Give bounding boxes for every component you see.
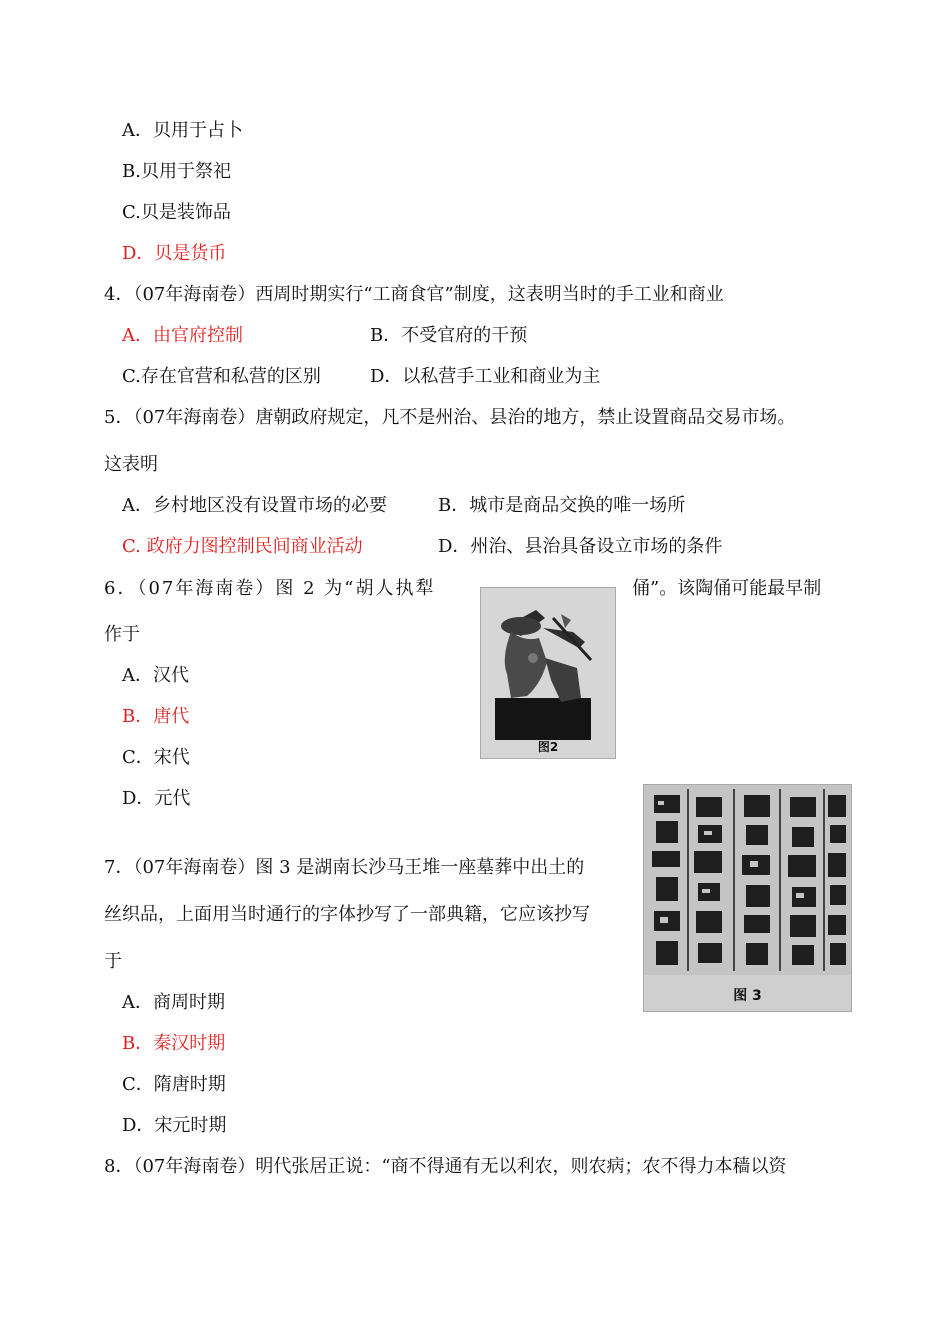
q4-option-a-answer: A．由官府控制: [122, 325, 243, 346]
q6-stem-continued: 俑”。该陶俑可能最早制: [632, 578, 822, 599]
q6-stem-line2: 作于: [104, 624, 140, 645]
figure-2-caption: 图2: [537, 740, 559, 754]
q6-option-a: A．汉代: [122, 665, 189, 686]
q4-option-c: C.存在官营和私营的区别: [122, 366, 321, 387]
q6-option-d: D．元代: [122, 788, 191, 809]
q7-option-d: D．宋元时期: [122, 1115, 227, 1136]
q8-stem: 8．（07年海南卷）明代张居正说：“商不得通有无以利农，则农病；农不得力本穑以资: [104, 1156, 787, 1177]
q3-option-c: C.贝是装饰品: [122, 202, 231, 223]
q6-stem: 6．（07年海南卷）图 2 为“胡人执犁: [104, 578, 436, 599]
manuscript-illustration: [644, 785, 851, 975]
q5-option-b: B．城市是商品交换的唯一场所: [438, 495, 686, 516]
q7-option-a: A．商周时期: [122, 992, 225, 1013]
figure-3-caption: 图 3: [733, 988, 762, 1004]
q7-option-c: C．隋唐时期: [122, 1074, 226, 1095]
q7-stem: 7．（07年海南卷）图 3 是湖南长沙马王堆一座墓葬中出土的: [104, 857, 585, 878]
q4-option-b: B．不受官府的干预: [370, 325, 528, 346]
q5-stem: 5．（07年海南卷）唐朝政府规定，凡不是州治、县治的地方，禁止设置商品交易市场。: [104, 407, 796, 428]
figure-3-silk-manuscript: [643, 784, 852, 1012]
figurine-illustration: [481, 588, 615, 758]
q6-option-c: C．宋代: [122, 747, 190, 768]
figure-2-pottery-figurine: [480, 587, 616, 759]
q5-option-d: D．州治、县治具备设立市场的条件: [438, 536, 723, 557]
q5-option-c-answer: C. 政府力图控制民间商业活动: [122, 536, 363, 557]
q3-option-d-answer: D．贝是货币: [122, 243, 227, 264]
q7-stem-line2: 丝织品，上面用当时通行的字体抄写了一部典籍，它应该抄写: [104, 904, 590, 925]
q4-option-d: D．以私营手工业和商业为主: [370, 366, 601, 387]
q5-option-a: A．乡村地区没有设置市场的必要: [122, 495, 387, 516]
q7-option-b-answer: B．秦汉时期: [122, 1033, 226, 1054]
q6-option-b-answer: B．唐代: [122, 706, 190, 727]
q3-option-a: A．贝用于占卜: [122, 120, 243, 141]
q4-stem: 4．（07年海南卷）西周时期实行“工商食官”制度，这表明当时的手工业和商业: [104, 284, 724, 305]
q3-option-b: B.贝用于祭祀: [122, 161, 231, 182]
q7-stem-line3: 于: [104, 951, 122, 972]
q5-stem-continued: 这表明: [104, 454, 158, 475]
